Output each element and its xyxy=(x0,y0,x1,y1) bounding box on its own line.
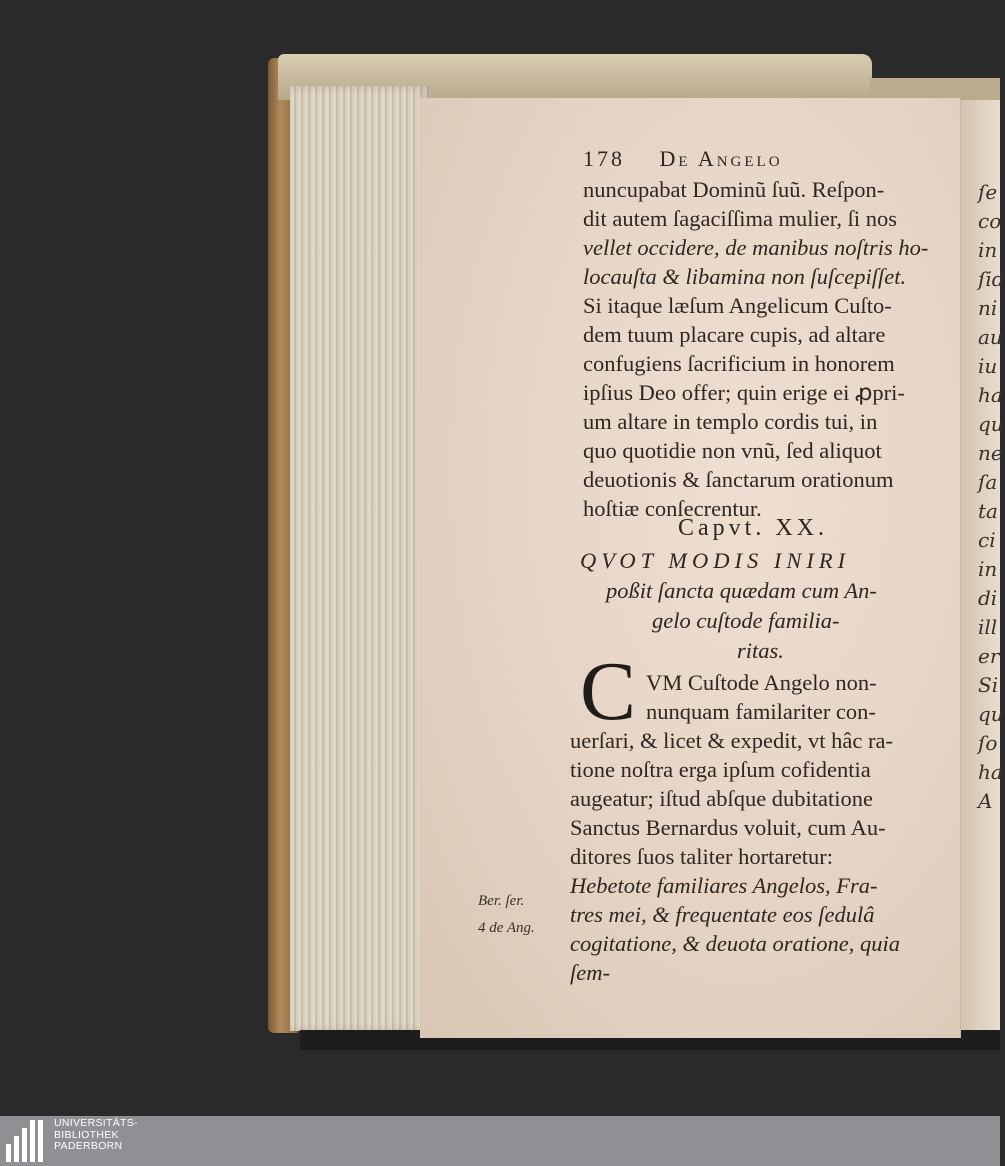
library-name-line: BIBLIOTHEK xyxy=(54,1128,119,1141)
margin-note: Ber. ſer. xyxy=(478,893,525,909)
text-line: deuotionis & ſanctarum orationum xyxy=(583,467,894,492)
text-line: quo quotidie non vnũ, ſed aliquot xyxy=(583,438,882,463)
text-line: dem tuum placare cupis, ad altare xyxy=(583,322,886,347)
text-line: nunquam familariter con- xyxy=(646,699,876,724)
next-page-fragment: qu xyxy=(978,702,1004,726)
page-edges xyxy=(290,86,430,1031)
next-page-edge xyxy=(958,100,1005,1035)
margin-note: 4 de Ang. xyxy=(478,920,535,936)
page-number: 178 xyxy=(583,146,625,171)
text-line: augeatur; iſtud abſque dubitatione xyxy=(570,786,874,811)
next-page-fragment: in xyxy=(978,557,998,581)
body-paragraph-3 xyxy=(570,726,900,987)
text-line: um altare in templo cordis tui, in xyxy=(583,409,878,434)
next-page-fragment: iu xyxy=(978,354,998,378)
next-page-fragment: Si xyxy=(978,673,999,697)
text-line: locauſta & libamina non ſuſcepiſſet. xyxy=(583,264,907,289)
text-line: VM Cuſtode Angelo non- xyxy=(646,670,877,695)
next-page-fragment: ſe xyxy=(978,180,998,204)
header-title: De Angelo xyxy=(659,146,783,171)
text-line: uerſari, & licet & expedit, vt hâc ra- xyxy=(570,728,893,753)
text-line: vellet occidere, de manibus noſtris ho- xyxy=(583,235,929,260)
chapter-title-line: poßit ſancta quædam cum An- xyxy=(606,578,877,603)
next-page-fragment: ſa xyxy=(978,470,998,494)
drop-cap: C xyxy=(580,645,637,738)
text-line: Si itaque læſum Angelicum Cuſto- xyxy=(583,293,892,318)
text-line: Sanctus Bernardus voluit, cum Au- xyxy=(570,815,886,840)
next-page-fragment: co xyxy=(978,209,1002,233)
next-page-fragment: ta xyxy=(978,499,998,523)
library-name-line: PADERBORN xyxy=(54,1140,123,1152)
body-paragraph-1 xyxy=(583,175,928,523)
text-line: ditores ſuos taliter hortaretur: xyxy=(570,844,834,869)
text-line: cogitatione, & deuota oratione, quia xyxy=(570,931,900,956)
next-page-fragment: ha xyxy=(978,760,1003,784)
text-line: confugiens ſacrificium in honorem xyxy=(583,351,895,376)
library-name xyxy=(54,1118,138,1153)
next-page-fragment: in xyxy=(978,238,998,262)
text-line: tione noſtra erga ipſum cofidentia xyxy=(570,757,871,782)
next-page-fragment: A xyxy=(978,789,993,813)
chapter-heading: Capvt. XX. xyxy=(678,515,828,541)
text-line: dit autem ſagaciſſima mulier, ſi nos xyxy=(583,206,898,231)
next-page-fragment: ha xyxy=(978,383,1003,407)
next-page-fragment: ni xyxy=(978,296,998,320)
library-name-line: UNIVERSITÄTS- xyxy=(54,1117,138,1129)
next-page-fragment: au xyxy=(978,325,1003,349)
next-page-fragment: ci xyxy=(978,528,996,552)
text-line: nuncupabat Dominũ ſuũ. Reſpon- xyxy=(583,177,885,202)
next-page-fragment: er xyxy=(978,644,1000,668)
next-page-fragment: qu xyxy=(978,412,1004,436)
book-cover-top-right xyxy=(870,78,1000,100)
next-page-fragment: ſo xyxy=(978,731,998,755)
text-line: Hebetote familiares Angelos, Fra- xyxy=(570,873,878,898)
library-logo-icon xyxy=(6,1120,48,1162)
running-header xyxy=(583,146,783,172)
chapter-title-line: gelo cuſtode familia- xyxy=(652,608,840,633)
text-line: ſem- xyxy=(570,960,610,985)
text-line: ipſius Deo offer; quin erige ei ꝓpri- xyxy=(583,380,905,405)
text-line: tres mei, & frequentate eos ſedulâ xyxy=(570,902,875,927)
chapter-title-line: QVOT MODIS INIRI xyxy=(580,548,851,573)
footer-bar xyxy=(0,1116,1000,1166)
next-page-fragment: ſid xyxy=(978,267,1005,291)
next-page-fragment: ill xyxy=(978,615,998,639)
body-paragraph-2 xyxy=(646,668,877,726)
next-page-fragment: ne xyxy=(978,441,1003,465)
chapter-title-line: ritas. xyxy=(737,638,784,663)
next-page-fragment: di xyxy=(978,586,998,610)
text-line: hoſtiæ conſecrentur. xyxy=(583,496,762,521)
